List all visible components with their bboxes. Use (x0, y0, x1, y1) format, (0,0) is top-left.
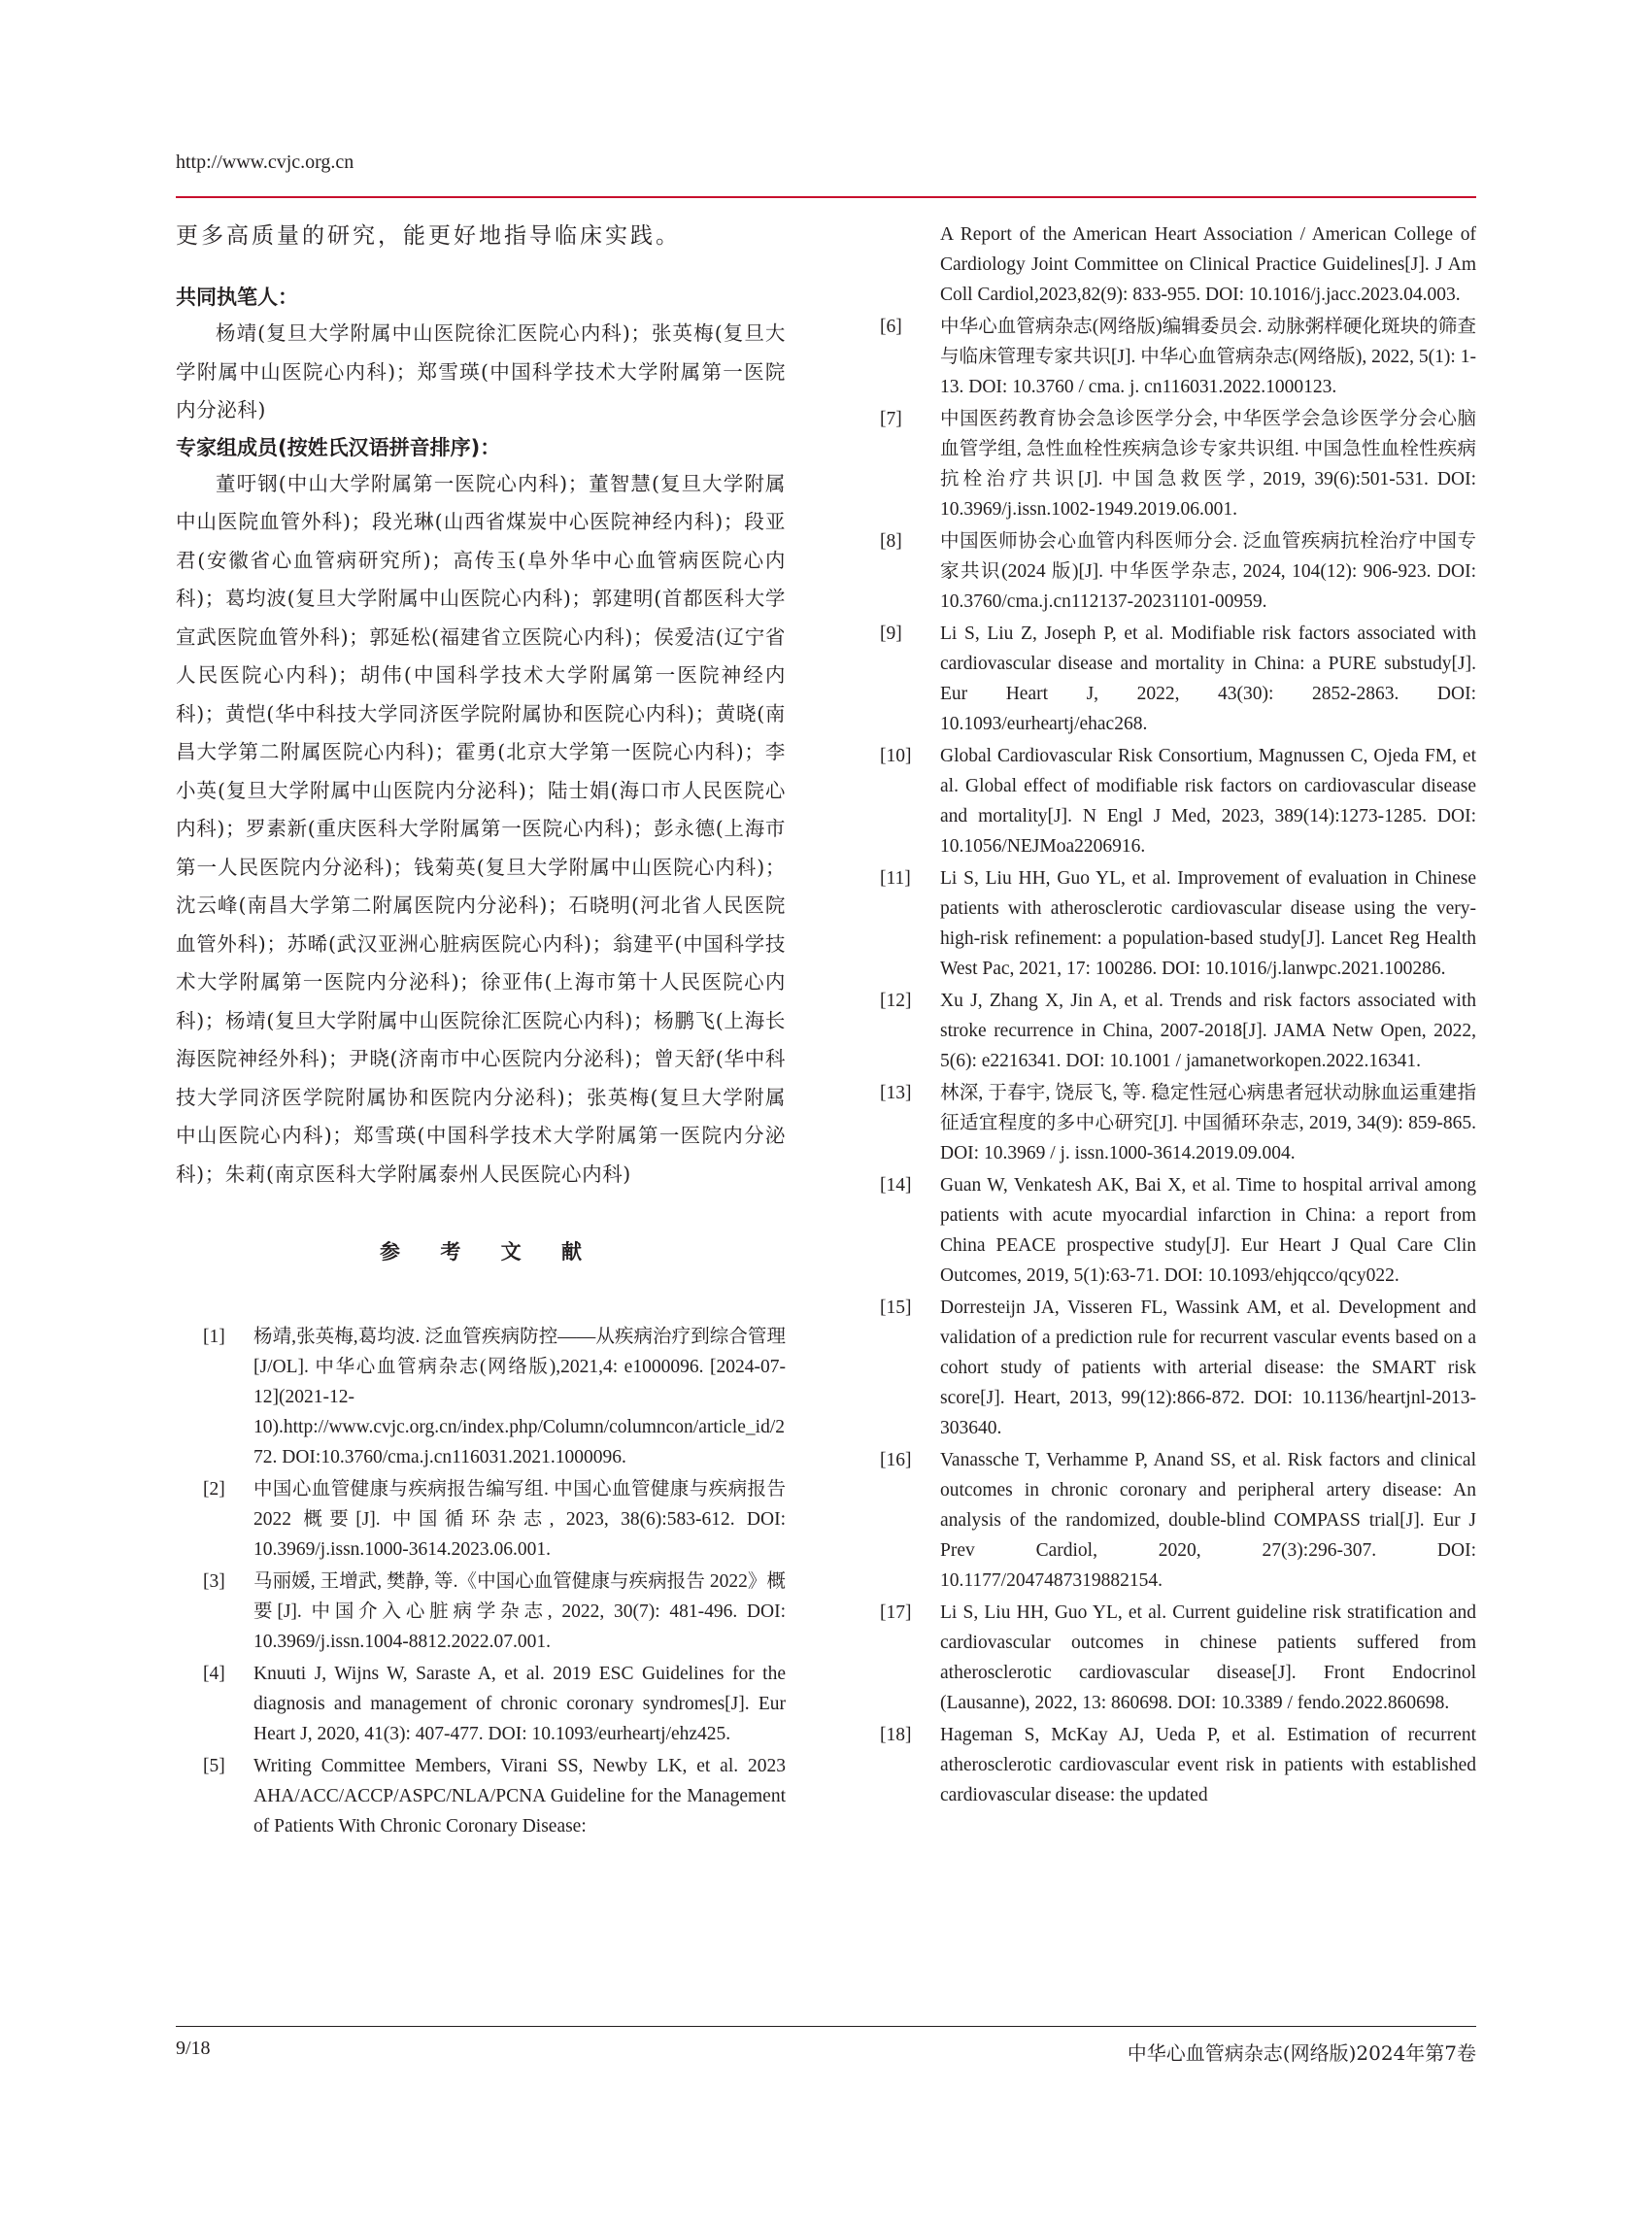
reference-number: [9] (880, 624, 902, 644)
reference-text: Global Cardiovascular Risk Consortium, Magnussen C, Ojeda FM, et al. Global effect of modifiable risk factors on cardiovascular disease and mortality[J]. N Engl J Med, 2023, 389(14):1273-1285. DOI: 10.1056/NEJMoa2206916. (940, 746, 1476, 857)
experts-list: 董吁钢(中山大学附属第一医院心内科)；董智慧(复旦大学附属中山医院血管外科)；段光琳(山西省煤炭中心医院神经内科)；段亚君(安徽省心血管病研究所)；高传玉(阜外华中心血管病医院心内科)；葛均波(复旦大学附属中山医院心内科)；郭建明(首都医科大学宣武医院血管外科)；郭延松(福建省立医院心内科)；侯爱洁(辽宁省人民医院心内科)；胡伟(中国科学技术大学附属第一医院神经内科)；黄恺(华中科技大学同济医学院附属协和医院心内科)；黄晓(南昌大学第二附属医院心内科)；霍勇(北京大学第一医院心内科)；李小英(复旦大学附属中山医院内分泌科)；陆士娟(海口市人民医院心内科)；罗素新(重庆医科大学附属第一医院心内科)；彭永德(上海市第一人民医院内分泌科)；钱菊英(复旦大学附属中山医院心内科)；沈云峰(南昌大学第二附属医院内分泌科)；石晓明(河北省人民医院血管外科)；苏晞(武汉亚洲心脏病医院心内科)；翁建平(中国科学技术大学附属第一医院内分泌科)；徐亚伟(上海市第十人民医院心内科)；杨靖(复旦大学附属中山医院徐汇医院心内科)；杨鹏飞(上海长海医院神经外科)；尹晓(济南市中心医院内分泌科)；曾天舒(华中科技大学同济医学院附属协和医院内分泌科)；张英梅(复旦大学附属中山医院心内科)；郑雪瑛(中国科学技术大学附属第一医院内分泌科)；朱莉(南京医科大学附属泰州人民医院心内科) (176, 471, 786, 1186)
reference-item (880, 863, 1476, 984)
right-column (880, 219, 1476, 1812)
reference-item (203, 1567, 786, 1657)
coauthors-heading: 共同执笔人： (176, 286, 298, 309)
journal-issue: 中华心血管病杂志(网络版)2024年第7卷 (1127, 2041, 1476, 2065)
left-column (176, 216, 786, 1843)
reference-text: Guan W, Venkatesh AK, Bai X, et al. Time to hospital arrival among patients with acute myocardial infarction in China: a report from China PEACE prospective study[J]. Eur Heart J Qual Care Clin Outcomes, 2019, 5(1):63-71. DOI: 10.1093/ehjqcco/qcy022. (940, 1175, 1476, 1286)
reference-item (880, 1293, 1476, 1443)
reference-number: [18] (880, 1725, 912, 1745)
reference-text: Hageman S, McKay AJ, Ueda P, et al. Estimation of recurrent atherosclerotic cardiovascular event risk in patients with established cardiovascular disease: the updated (940, 1725, 1476, 1805)
reference-item (880, 1170, 1476, 1291)
coauthors-list: 杨靖(复旦大学附属中山医院徐汇医院心内科)；张英梅(复旦大学附属中山医院心内科)；郑雪瑛(中国科学技术大学附属第一医院内分泌科) (176, 321, 786, 421)
reference-text: 林深, 于春宇, 饶辰飞, 等. 稳定性冠心病患者冠状动脉血运重建指征适宜程度的多中心研究[J]. 中国循环杂志, 2019, 34(9): 859-865. DOI: 10.3969 / j. issn.1000-3614.2019.09.004. (940, 1083, 1476, 1163)
reference-item (880, 619, 1476, 739)
reference-text: Writing Committee Members, Virani SS, Newby LK, et al. 2023 AHA/ACC/ACCP/ASPC/NLA/PCNA Guideline for the Management of Patients With Chronic Coronary Disease: (253, 1756, 786, 1837)
reference-number: [15] (880, 1298, 912, 1318)
reference-text: Li S, Liu HH, Guo YL, et al. Improvement of evaluation in Chinese patients with atherosclerotic cardiovascular disease using the very-high-risk refinement: a population-based study[J]. Lancet Reg Health West Pac, 2021, 17: 100286. DOI: 10.1016/j.lanwpc.2021.100286. (940, 868, 1476, 979)
experts-heading: 专家组成员(按姓氏汉语拼音排序)： (176, 435, 501, 459)
reference-item (880, 1598, 1476, 1718)
reference-list-left (203, 1322, 786, 1841)
reference-number: [3] (203, 1571, 225, 1592)
reference-item (880, 741, 1476, 861)
reference-item (203, 1751, 786, 1841)
reference-text: Li S, Liu Z, Joseph P, et al. Modifiable risk factors associated with cardiovascular disease and mortality in China: a PURE substudy[J]. Eur Heart J, 2022, 43(30): 2852-2863. DOI: 10.1093/eurheartj/ehac268. (940, 624, 1476, 734)
reference-text: Knuuti J, Wijns W, Saraste A, et al. 2019 ESC Guidelines for the diagnosis and management of chronic coronary syndromes[J]. Eur Heart J, 2020, 41(3): 407-477. DOI: 10.1093/eurheartj/ehz425. (253, 1664, 786, 1744)
reference-text: Li S, Liu HH, Guo YL, et al. Current guideline risk stratification and cardiovascular outcomes in chinese patients suffered from atherosclerotic cardiovascular disease[J]. Front Endocrinol (Lausanne), 2022, 13: 860698. DOI: 10.3389 / fendo.2022.860698. (940, 1602, 1476, 1713)
reference-number: [10] (880, 746, 912, 766)
reference-number: [7] (880, 409, 902, 429)
reference-number: [4] (203, 1664, 225, 1684)
reference-item (203, 1474, 786, 1565)
reference-number: [14] (880, 1175, 912, 1196)
reference-number: [2] (203, 1479, 225, 1500)
reference-number: [1] (203, 1327, 225, 1347)
reference-number: [13] (880, 1083, 912, 1103)
reference-number: [11] (880, 868, 911, 889)
closing-sentence: 更多高质量的研究，能更好地指导临床实践。 (176, 223, 681, 249)
page-number: 9/18 (176, 2038, 211, 2059)
reference-text: 中国医药教育协会急诊医学分会, 中华医学会急诊医学分会心脑血管学组, 急性血栓性疾病急诊专家共识组. 中国急性血栓性疾病抗栓治疗共识[J]. 中国急救医学, 2019, 39(6):501-531. DOI: 10.3969/j.issn.1002-1949.2019.06.001. (940, 409, 1476, 520)
reference-item (880, 1078, 1476, 1168)
journal-url[interactable]: http://www.cvjc.org.cn (176, 152, 354, 173)
reference-item (880, 404, 1476, 524)
reference-text: 中国医师协会心血管内科医师分会. 泛血管疾病抗栓治疗中国专家共识(2024 版)[J]. 中华医学杂志, 2024, 104(12): 906-923. DOI: 10.3760/cma.j.cn112137-20231101-00959. (940, 531, 1476, 612)
reference-item (880, 986, 1476, 1076)
reference-number: [8] (880, 531, 902, 552)
reference-number: [12] (880, 991, 912, 1011)
reference-number: [17] (880, 1602, 912, 1623)
reference-number: [6] (880, 317, 902, 337)
reference-item (880, 312, 1476, 402)
reference-text: Vanassche T, Verhamme P, Anand SS, et al. Risk factors and clinical outcomes in chronic coronary and peripheral artery disease: An analysis of the randomized, double-blind COMPASS trial[J]. Eur J Prev Cardiol, 2020, 27(3):296-307. DOI: 10.1177/2047487319882154. (940, 1450, 1476, 1591)
header-divider (176, 196, 1476, 198)
reference-text: 杨靖,张英梅,葛均波. 泛血管疾病防控——从疾病治疗到综合管理[J/OL]. 中华心血管病杂志(网络版),2021,4: e1000096. [2024-07-12](2021-12-10).http://www.cvjc.org.cn/index.php/Column/columncon/article_id/272. DOI:10.3760/cma.j.cn116031.2021.1000096. (253, 1327, 786, 1467)
reference-item (880, 526, 1476, 617)
reference-text: Dorresteijn JA, Visseren FL, Wassink AM, et al. Development and validation of a prediction rule for recurrent vascular events based on a cohort study of patients with arterial disease: the SMART risk score[J]. Heart, 2013, 99(12):866-872. DOI: 10.1136/heartjnl-2013-303640. (940, 1298, 1476, 1438)
reference-item (880, 1445, 1476, 1596)
reference-item (203, 1659, 786, 1749)
reference-text: 马丽媛, 王增武, 樊静, 等.《中国心血管健康与疾病报告 2022》概要[J]. 中国介入心脏病学杂志, 2022, 30(7): 481-496. DOI: 10.3969/j.issn.1004-8812.2022.07.001. (253, 1571, 786, 1652)
reference-text: Xu J, Zhang X, Jin A, et al. Trends and risk factors associated with stroke recurrence in China, 2007-2018[J]. JAMA Netw Open, 2022, 5(6): e2216341. DOI: 10.1001 / jamanetworkopen.2022.16341. (940, 991, 1476, 1071)
reference-text: 中国心血管健康与疾病报告编写组. 中国心血管健康与疾病报告 2022 概要[J]. 中国循环杂志, 2023, 38(6):583-612. DOI: 10.3969/j.issn.1000-3614.2023.06.001. (253, 1479, 786, 1560)
reference-continuation: A Report of the American Heart Association / American College of Cardiology Joint Committee on Clinical Practice Guidelines[J]. J Am Coll Cardiol,2023,82(9): 833-955. DOI: 10.1016/j.jacc.2023.04.003. (940, 224, 1476, 305)
reference-number: [5] (203, 1756, 225, 1776)
reference-item (880, 1720, 1476, 1810)
reference-list-right (880, 312, 1476, 1810)
footer-divider (176, 2026, 1476, 2027)
references-title: 参 考 文 献 (380, 1240, 598, 1264)
reference-text: 中华心血管病杂志(网络版)编辑委员会. 动脉粥样硬化斑块的筛查与临床管理专家共识[J]. 中华心血管病杂志(网络版), 2022, 5(1): 1-13. DOI: 10.3760 / cma. j. cn116031.2022.1000123. (940, 317, 1476, 397)
reference-number: [16] (880, 1450, 912, 1470)
reference-item (203, 1322, 786, 1472)
